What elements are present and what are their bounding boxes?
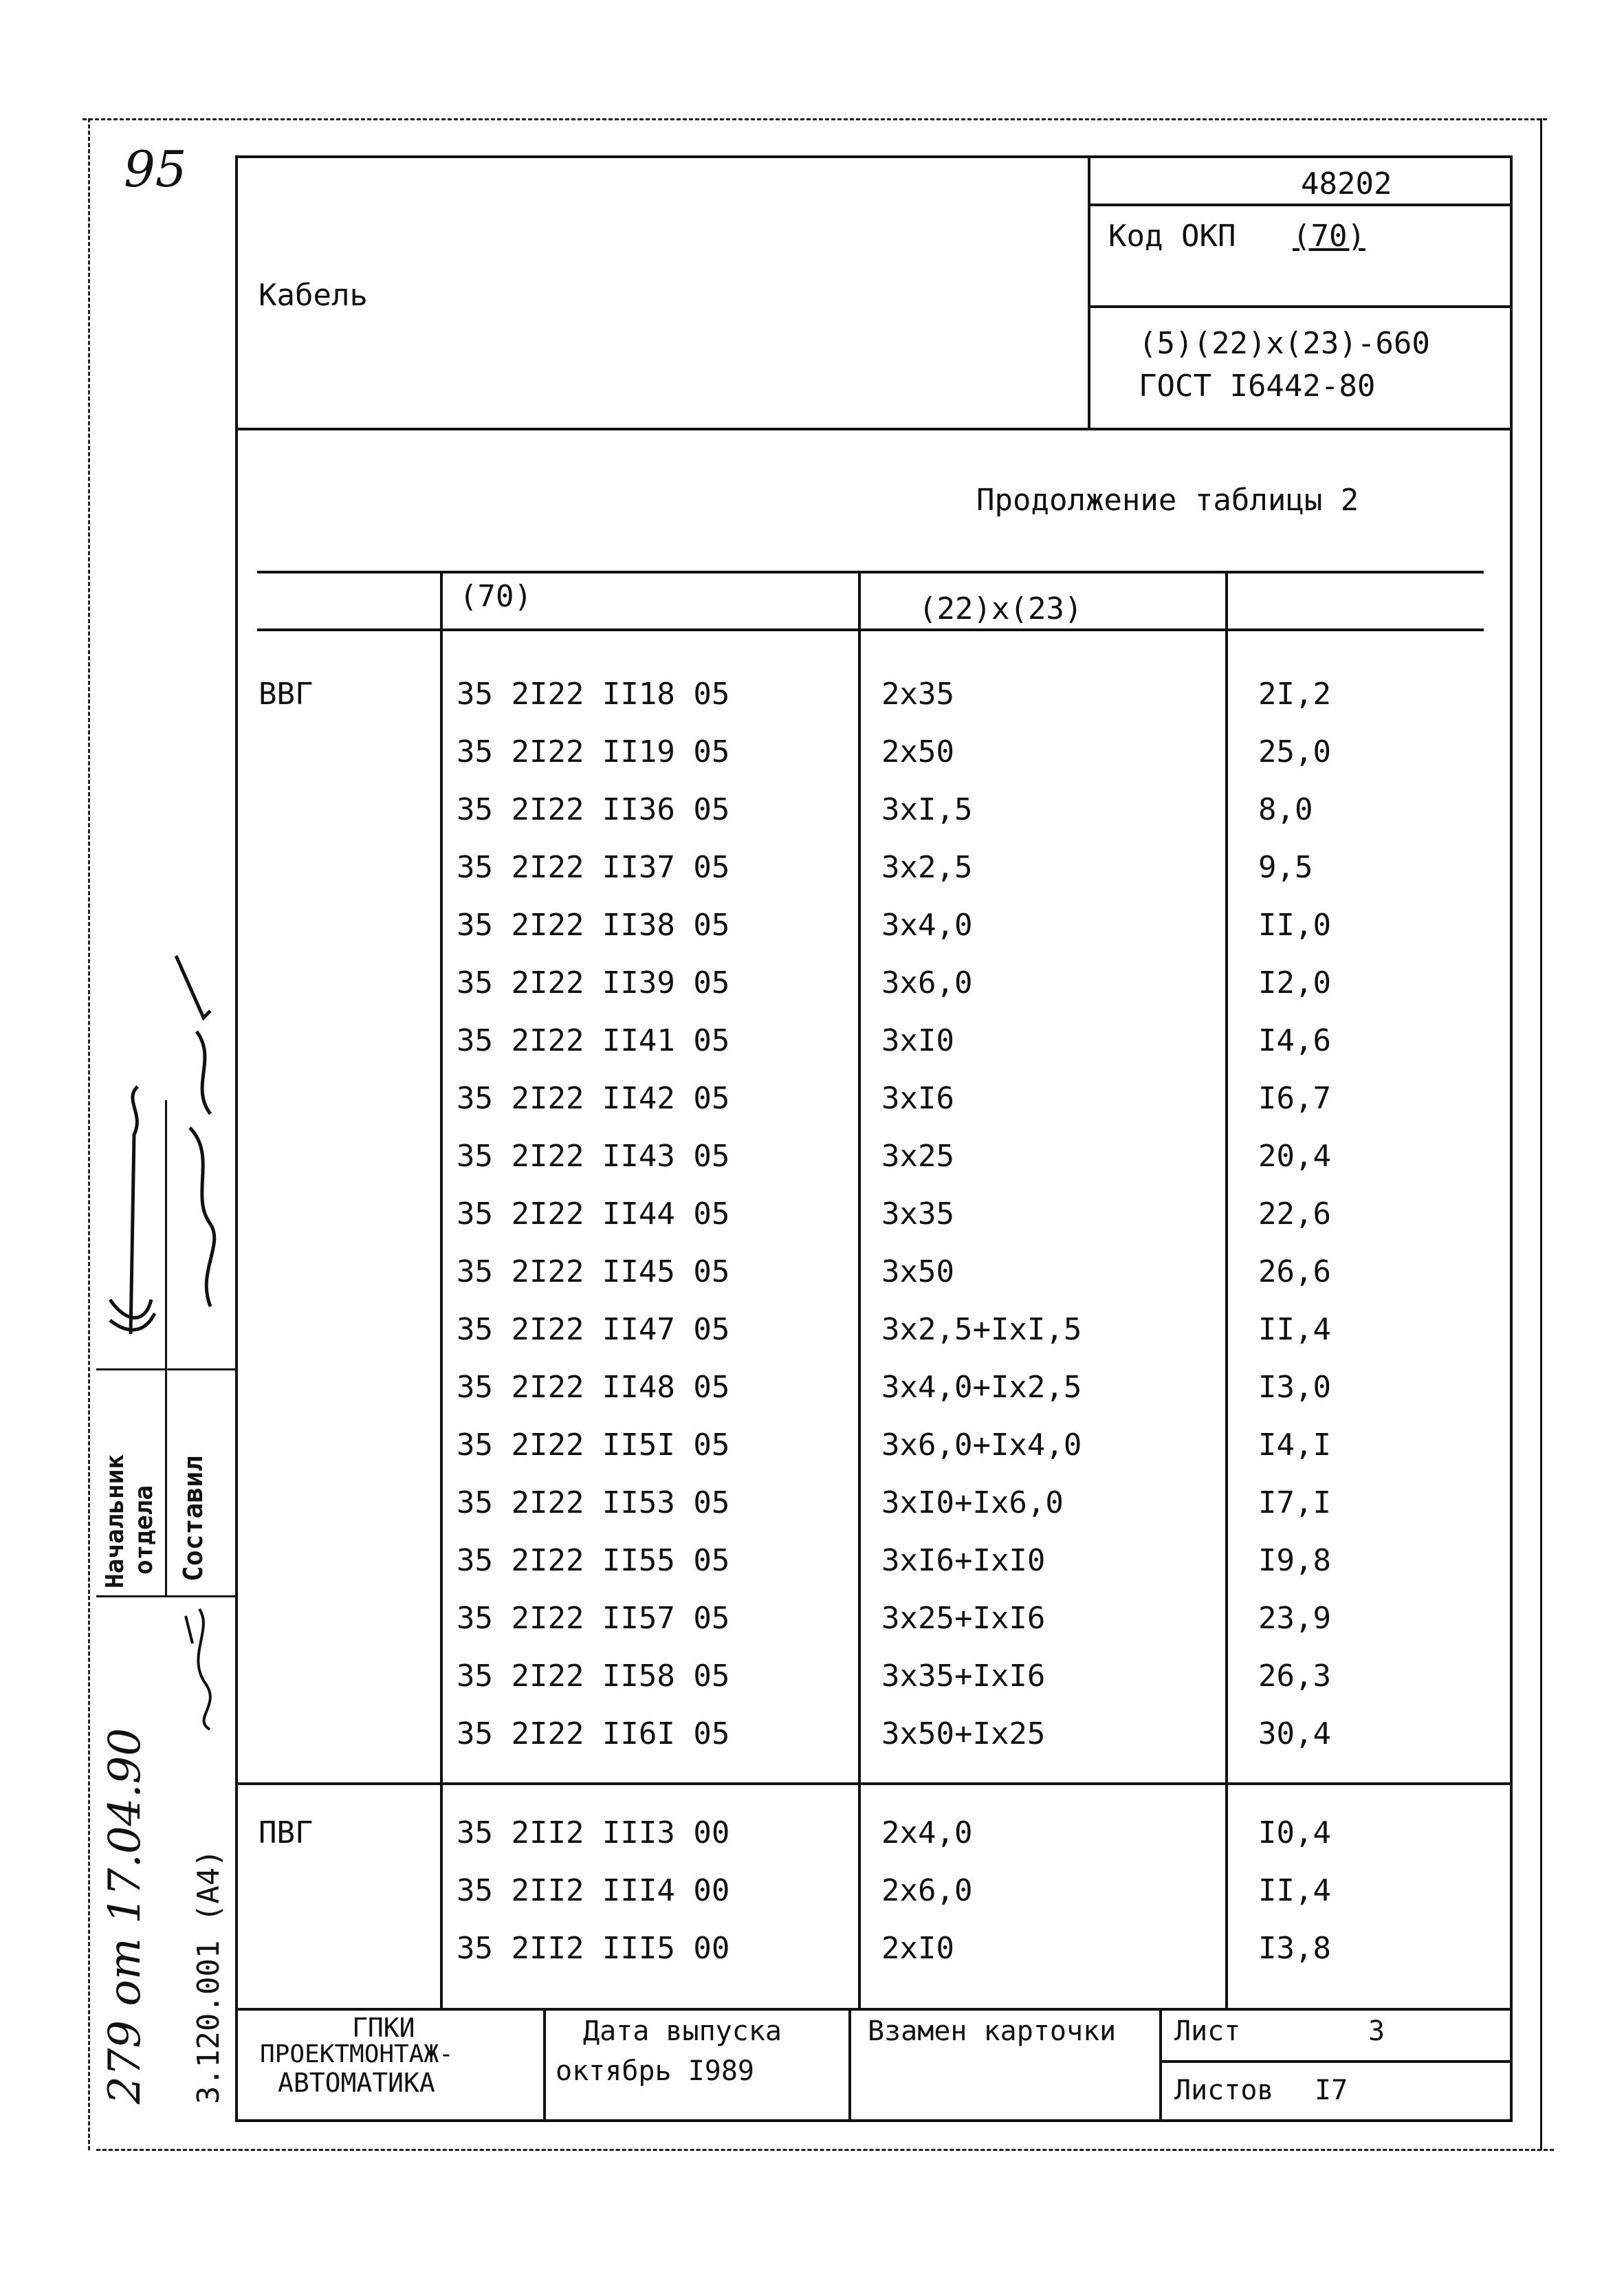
row-size: 2x6,0: [881, 1873, 973, 1908]
table-row: [0, 1081, 1624, 1141]
row-code: 35 2I22 II58 05: [457, 1659, 730, 1694]
table-row: [0, 1430, 1624, 1488]
group-separator: [235, 1782, 1510, 1785]
row-value: I9,8: [1258, 1543, 1331, 1578]
row-code: 35 2I22 II6I 05: [457, 1716, 730, 1751]
issue-date-label: Дата выпуска: [583, 2015, 782, 2047]
row-value: 22,6: [1258, 1196, 1331, 1232]
header-okp-line: [1088, 305, 1510, 308]
row-size: 3xI,5: [881, 792, 973, 827]
row-value: I4,6: [1258, 1023, 1331, 1058]
row-size: 3x35+IxI6: [881, 1659, 1046, 1694]
row-value: 23,9: [1258, 1601, 1331, 1636]
group-label-vvg: ВВГ: [259, 677, 314, 712]
table-row: [0, 1601, 1624, 1661]
row-code: 35 2I22 II55 05: [457, 1543, 730, 1578]
footer-divider-3: [1159, 2008, 1162, 2119]
table-row: [0, 1873, 1624, 1934]
row-size: 3xI0: [881, 1023, 954, 1058]
row-code: 35 2I22 II42 05: [457, 1081, 730, 1116]
row-size: 3x2,5+IxI,5: [881, 1312, 1082, 1347]
row-code: 35 2I22 II47 05: [457, 1312, 730, 1347]
row-code: 35 2I22 II41 05: [457, 1023, 730, 1058]
col-header-code: (70): [459, 579, 532, 614]
frame-bottom-dashed: [96, 2149, 1554, 2151]
row-size: 3x2,5: [881, 850, 973, 885]
stamp-doc-code: 3.120.001 (А4): [191, 1849, 226, 2104]
row-code: 35 2I22 II18 05: [457, 677, 730, 712]
table-row: [0, 965, 1624, 1026]
table-row: [0, 1370, 1624, 1430]
table-row: [0, 1023, 1624, 1084]
row-value: I2,0: [1258, 965, 1331, 1001]
row-code: 35 2I22 II39 05: [457, 965, 730, 1001]
row-value: II,0: [1258, 908, 1331, 943]
row-code: 35 2I22 II38 05: [457, 908, 730, 943]
page-number: 95: [124, 140, 187, 198]
footer-org-line3: АВТОМАТИКА: [278, 2068, 435, 2098]
table-row: [0, 1815, 1624, 1876]
table-row: [0, 792, 1624, 853]
row-code: 35 2I22 II57 05: [457, 1601, 730, 1636]
table-row: [0, 1254, 1624, 1315]
table-row: [0, 910, 1624, 968]
row-value: I7,I: [1258, 1485, 1331, 1520]
table-row: [0, 734, 1624, 795]
okp-label: Код ОКП: [1108, 219, 1236, 254]
stamp-head-label-1: Начальник: [101, 1454, 129, 1588]
row-size: 3xI6: [881, 1081, 954, 1116]
footer-org-line2: ПРОЕКТМОНТАЖ-: [260, 2040, 454, 2068]
table-row: [0, 1485, 1624, 1546]
header-divider: [1088, 155, 1090, 428]
row-size: 2x4,0: [881, 1815, 973, 1850]
sheets-value: I7: [1315, 2075, 1348, 2106]
header-code-line: [1088, 204, 1510, 206]
row-code: 35 2I22 II48 05: [457, 1370, 730, 1405]
row-size: 3x6,0: [881, 965, 973, 1001]
stamp-handwritten-note: 279 от 17.04.90: [100, 1727, 151, 2104]
row-size: 3x50: [881, 1254, 954, 1289]
replaces-card-label: Взамен карточки: [868, 2015, 1117, 2047]
row-code: 35 2I22 II37 05: [457, 850, 730, 885]
footer-divider-2: [848, 2008, 851, 2119]
row-size: 2x50: [881, 734, 954, 769]
row-code: 35 2I22 II36 05: [457, 792, 730, 827]
table-row: [0, 1716, 1624, 1777]
row-size: 3x50+Ix25: [881, 1716, 1046, 1751]
row-value: I6,7: [1258, 1081, 1331, 1116]
row-value: 25,0: [1258, 734, 1331, 769]
card-bottom-border: [235, 2119, 1513, 2122]
row-value: I3,0: [1258, 1370, 1331, 1405]
table-row: [0, 1312, 1624, 1373]
product-name: Кабель: [259, 278, 368, 313]
signature-date-icon: [172, 1602, 234, 1733]
row-value: 2I,2: [1258, 677, 1331, 712]
row-size: 3x35: [881, 1196, 954, 1232]
stamp-mid-line: [165, 1100, 167, 1595]
row-code: 35 2I22 II44 05: [457, 1196, 730, 1232]
row-value: 9,5: [1258, 850, 1313, 885]
row-value: 8,0: [1258, 792, 1313, 827]
okp-value: (70): [1293, 219, 1365, 254]
signature-author-icon: [169, 949, 238, 1362]
row-size: 2x35: [881, 677, 954, 712]
standard: ГОСТ I6442-80: [1139, 369, 1376, 404]
table-row: [0, 1661, 1624, 1719]
stamp-head-label-2: отдела: [130, 1485, 158, 1575]
row-size: 3x6,0+Ix4,0: [881, 1428, 1082, 1463]
row-size: 3xI6+IxI0: [881, 1543, 1046, 1578]
designation: (5)(22)x(23)-660: [1139, 326, 1430, 361]
sheets-label: Листов: [1174, 2075, 1274, 2106]
stamp-composed-label: Составил: [178, 1455, 208, 1582]
footer-org-line1: ГПКИ: [352, 2013, 415, 2043]
table-row: [0, 1931, 1624, 1991]
row-size: 3x4,0+Ix2,5: [881, 1370, 1082, 1405]
table-row: [0, 679, 1624, 737]
row-value: 30,4: [1258, 1716, 1331, 1751]
col-header-size: (22)x(23): [919, 591, 1083, 626]
continuation-title: Продолжение таблицы 2: [976, 483, 1359, 518]
row-value: I0,4: [1258, 1815, 1331, 1850]
card-top-border: [235, 155, 1510, 158]
row-value: II,4: [1258, 1873, 1331, 1908]
row-value: I4,I: [1258, 1428, 1331, 1463]
group-pvg-rows: [0, 1815, 1624, 1997]
row-value: 26,6: [1258, 1254, 1331, 1289]
table-row: [0, 1543, 1624, 1604]
row-size: 2xI0: [881, 1931, 954, 1966]
issue-date-value: октябрь I989: [556, 2055, 754, 2087]
table-row: [0, 850, 1624, 910]
stamp-bottom-line: [96, 1595, 235, 1597]
code-number: 48202: [1301, 166, 1392, 201]
row-code: 35 2I22 II5I 05: [457, 1428, 730, 1463]
table-row: [0, 1141, 1624, 1199]
row-code: 35 2II2 III3 00: [457, 1815, 730, 1850]
row-value: I3,8: [1258, 1931, 1331, 1966]
row-size: 3xI0+Ix6,0: [881, 1485, 1064, 1520]
sheet-label: Лист: [1174, 2015, 1241, 2047]
footer-sheet-line: [1159, 2060, 1513, 2063]
row-value: 20,4: [1258, 1139, 1331, 1174]
sheet-value: 3: [1368, 2015, 1385, 2047]
row-value: 26,3: [1258, 1659, 1331, 1694]
row-size: 3x4,0: [881, 908, 973, 943]
group-label-pvg: ПВГ: [259, 1815, 314, 1850]
row-size: 3x25+IxI6: [881, 1601, 1046, 1636]
signature-head-icon: [96, 1073, 165, 1362]
row-code: 35 2II2 III4 00: [457, 1873, 730, 1908]
footer-top-line: [235, 2008, 1513, 2011]
group-vvg-rows: [0, 679, 1624, 1780]
footer-divider-1: [543, 2008, 546, 2119]
header-bottom-line: [235, 428, 1510, 430]
row-code: 35 2I22 II43 05: [457, 1139, 730, 1174]
row-code: 35 2I22 II19 05: [457, 734, 730, 769]
row-code: 35 2II2 III5 00: [457, 1931, 730, 1966]
row-size: 3x25: [881, 1139, 954, 1174]
row-value: II,4: [1258, 1312, 1331, 1347]
row-code: 35 2I22 II45 05: [457, 1254, 730, 1289]
row-code: 35 2I22 II53 05: [457, 1485, 730, 1520]
frame-top-dashed: [83, 118, 1547, 120]
table-row: [0, 1196, 1624, 1257]
